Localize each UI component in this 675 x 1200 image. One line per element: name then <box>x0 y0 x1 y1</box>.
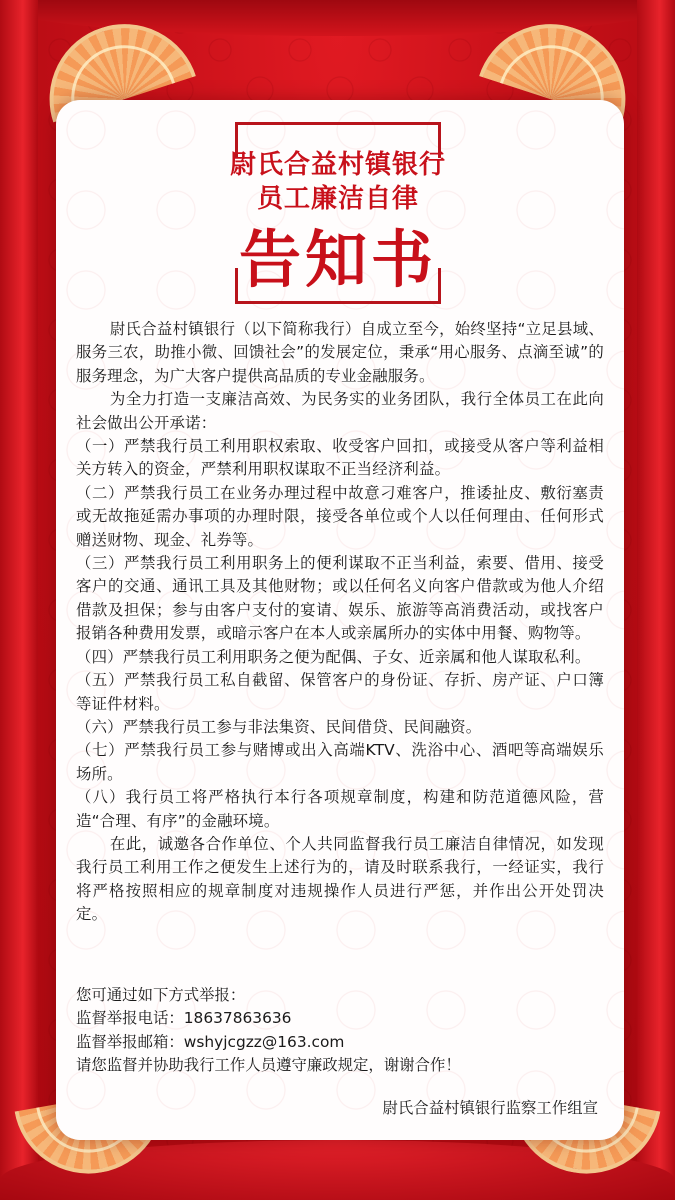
paragraph-item-2: （二）严禁我行员工在业务办理过程中故意刁难客户，推诿扯皮、敷衍塞责或无故拖延需办事项的办理时限，接受各单位或个人以任何理由、任何形式赠送财物、现金、礼券等。 <box>76 483 604 549</box>
paragraph-item-8: （八）我行员工将严格执行本行各项规章制度，构建和防范道德风险，营造“合理、有序”的金融环境。 <box>76 788 604 830</box>
title-subject: 员工廉洁自律 <box>256 184 419 214</box>
title-bank-name: 尉氏合益村镇银行 <box>229 150 446 180</box>
paragraph-item-7: （七）严禁我行员工参与赌博或出入高端KTV、洗浴中心、酒吧等高端娱乐场所。 <box>76 741 604 783</box>
left-curtain <box>0 0 38 1200</box>
paragraph-commitment: 为全力打造一支廉洁高效、为民务实的业务团队，我行全体员工在此向社会做出公开承诺： <box>76 390 604 432</box>
contact-closing: 请您监督并协助我行工作人员遵守廉政规定，谢谢合作！ <box>76 1056 461 1075</box>
notice-card <box>56 100 624 1140</box>
contact-intro: 您可通过如下方式举报： <box>76 986 246 1004</box>
paragraph-intro: 尉氏合益村镇银行（以下简称我行）自成立至今，始终坚持“立足县域、服务三农，助推小微、回馈社会”的发展定位，秉承“用心服务、点滴至诚”的服务理念，为广大客户提供高品质的专业金融服务。 <box>76 320 604 385</box>
paragraph-item-4: （四）严禁我行员工利用职务之便为配偶、子女、近亲属和他人谋取私利。 <box>76 647 591 666</box>
contact-email: 监督举报邮箱：wshyjcgzz@163.com <box>76 1032 345 1051</box>
right-curtain <box>637 0 675 1200</box>
contact-block <box>76 984 604 1078</box>
paragraph-item-6: （六）严禁我行员工参与非法集资、民间借贷、民间融资。 <box>76 717 482 736</box>
page-title: 告知书 <box>238 223 437 296</box>
paragraph-item-1: （一）严禁我行员工利用职权索取、收受客户回扣，或接受从客户等利益相关方转入的资金，严禁利用职权谋取不正当经济利益。 <box>76 437 604 479</box>
paragraph-invitation: 在此，诚邀各合作单位、个人共同监督我行员工廉洁自律情况，如发现我行员工利用工作之便发生上述行为的，请及时联系我行，一经证实，我行将严格按照相应的规章制度对违规操作人员进行严惩，并作出公开处罚决定。 <box>76 834 604 924</box>
notice-body <box>76 318 604 927</box>
paragraph-item-3: （三）严禁我行员工利用职务上的便利谋取不正当利益，索要、借用、接受客户的交通、通讯工具及其他财物；或以任何名义向客户借款或为他人介绍借款及担保；参与由客户支付的宴请、娱乐、旅游等高消费活动，或找客户报销各种费用发票，或暗示客户在本人或亲属所办的实体中用餐、购物等。 <box>76 554 604 643</box>
signature: 尉氏合益村镇银行监察工作组宣 <box>382 1099 598 1117</box>
contact-phone: 监督举报电话：18637863636 <box>76 1009 292 1028</box>
paragraph-item-5: （五）严禁我行员工私自截留、保管客户的身份证、存折、房产证、户口簿等证件材料。 <box>76 671 604 713</box>
